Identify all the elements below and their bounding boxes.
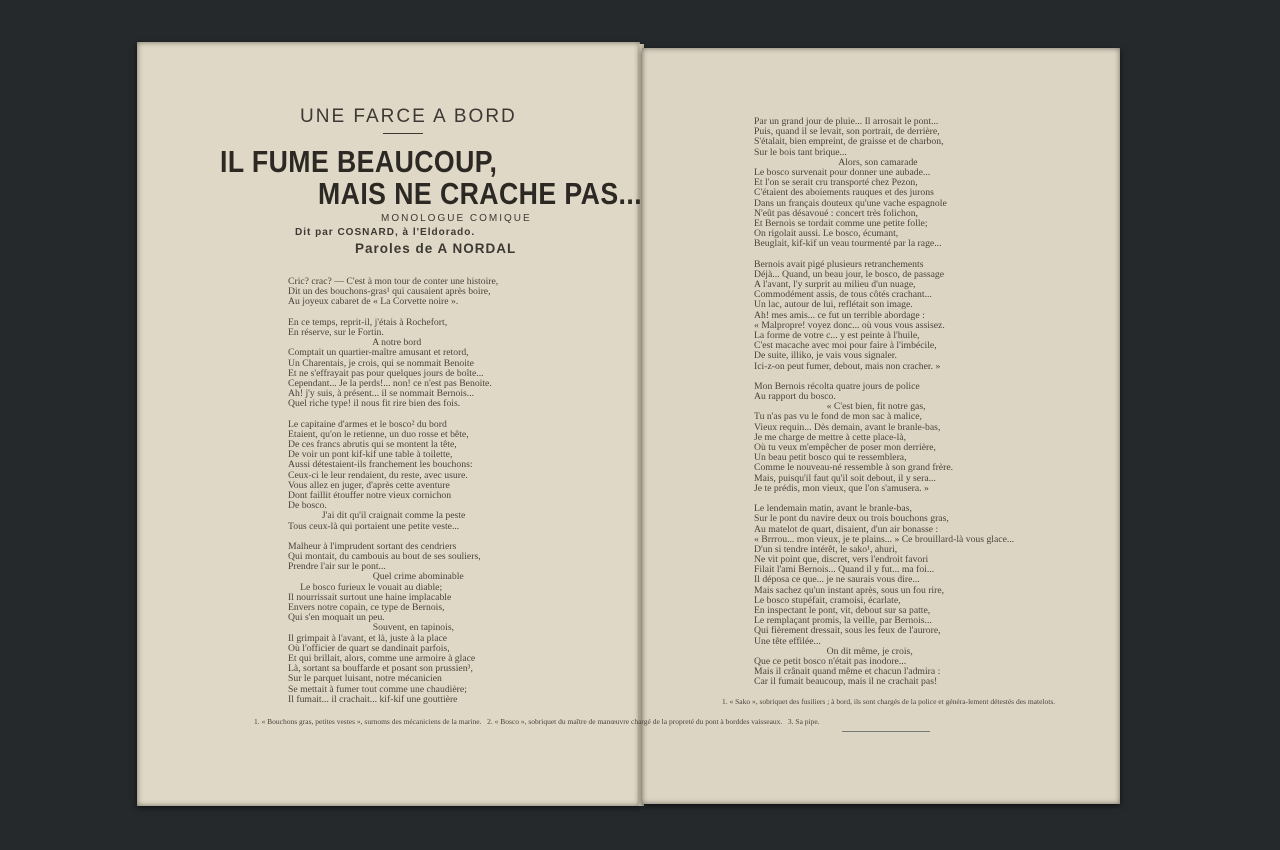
- verse-line: La forme de votre c... y est peinte à l'huile,: [754, 329, 920, 341]
- verse-line: Et ne s'effrayait pas pour quelques jours de boîte...: [288, 367, 484, 379]
- verse-line: Et qui brillait, alors, comme une armoire à glace: [288, 652, 476, 664]
- verse-line: « Malpropre! voyez donc... où vous vous assisez.: [754, 319, 945, 331]
- footnote-line: 2. « Bosco », sobriquet du maître de manœuvre chargé de la propreté du pont à bord: [481, 717, 740, 726]
- verse-line: Le bosco stupéfait, cramoisi, écarlate,: [754, 594, 901, 606]
- title-line-2: MAIS NE CRACHE PAS...: [318, 176, 643, 211]
- verse-line: S'étalait, bien empreint, de graisse et de charbon,: [754, 136, 944, 148]
- verse-line: Il grimpait à l'avant, et là, juste à la place: [288, 632, 448, 644]
- verse-line: Envers notre copain, ce type de Bernois,: [288, 602, 445, 613]
- verse-line: Ah! j'y suis, à présent... il se nommait Bernois...: [288, 388, 475, 400]
- verse-line: De suite, illiko, je vais vous signaler.: [754, 350, 897, 362]
- kicker-rule: [383, 133, 423, 134]
- verse-line: Le bosco survenait pour donner une aubade...: [754, 166, 931, 178]
- verse-line: Il déposa ce que... je ne saurais vous dire...: [754, 574, 920, 586]
- footnote-line: des vaisseaux.: [739, 717, 783, 726]
- verse-line: De voir un pont kif-kif une table à toilette,: [288, 449, 453, 461]
- verse-line: N'eût pas désavoué : concert très folichon,: [754, 207, 918, 219]
- verse-line: Puis, quand il se levait, son portrait, de derrière,: [754, 126, 940, 138]
- verse-line: Comme le nouveau-né ressemble à son grand frère.: [754, 462, 954, 474]
- subtitle: MONOLOGUE COMIQUE: [381, 213, 532, 224]
- verse-line: Malheur à l'imprudent sortant des cendriers: [288, 540, 457, 552]
- verse-line: Cric? crac? — C'est à mon tour de conter une histoire,: [288, 276, 499, 287]
- verse-line: De ces francs abrutis qui se montent la tête,: [288, 439, 457, 450]
- verse-line: Il nourrissait surtout une haine implacable: [288, 591, 452, 603]
- verse-line: Le lendemain matin, avant le branle-bas,: [754, 503, 912, 515]
- verse-line: Prendre l'air sur le pont...: [288, 561, 386, 573]
- verse-line: Comptait un quartier-maître amusant et retord,: [288, 347, 469, 359]
- verse-line: Etaient, qu'on le retienne, un duo rosse et bête,: [288, 428, 469, 440]
- verse-line: Où l'officier de quart se dandinait parfois,: [288, 642, 450, 654]
- verse-line: Où tu veux m'empêcher de poser mon derrière,: [754, 442, 936, 453]
- verse-line: Que ce petit bosco n'était pas inodore...: [754, 655, 907, 667]
- right-verse-column: [754, 117, 1014, 688]
- verse-line: Vous allez en juger, d'après cette aventure: [288, 479, 450, 491]
- verse-line: Au joyeux cabaret de « La Corvette noire ».: [288, 296, 459, 308]
- verse-line: Quel riche type! il nous fit rire bien des fois.: [288, 398, 461, 410]
- verse-line: Au rapport du bosco.: [754, 391, 836, 403]
- verse-line: « Brrrou... mon vieux, je te plains... » Ce brouillard-là vous glace...: [754, 533, 1015, 545]
- verse-line: Car il fumait beaucoup, mais il ne crachait pas!: [754, 676, 938, 688]
- verse-line: Se mettait à fumer tout comme une chaudière;: [288, 683, 467, 695]
- verse-line: Cependant... Je la perds!... non! ce n'est pas Benoite.: [288, 377, 492, 389]
- verse-line: Et l'on se serait cru transporté chez Pezon,: [754, 177, 918, 189]
- verse-line: Sur le bois tant brique...: [754, 146, 847, 158]
- right-footnotes: [722, 698, 1055, 707]
- verse-line: Sur le parquet luisant, notre mécanicien: [288, 673, 442, 685]
- performer-credit: Dit par COSNARD, à l'Eldorado.: [295, 227, 476, 238]
- verse-line: Ne vit point que, discret, vers l'endroit favori: [754, 554, 929, 566]
- verse-line: Il fumait... il crachait... kif-kif une gouttière: [288, 693, 458, 705]
- verse-line: Un Charentais, je crois, qui se nommait Benoite: [288, 357, 474, 369]
- verse-line: Mais il crânait quand même et chacun l'admira :: [754, 666, 941, 678]
- verse-line: Là, sortant sa bouffarde et posant son prussien³,: [288, 663, 473, 675]
- verse-line: Alors, son camarade: [754, 156, 918, 168]
- verse-line: Mais, puisqu'il faut qu'il soit debout, il y sera...: [754, 472, 936, 484]
- verse-line: Un lac, autour de lui, reflétait son image.: [754, 299, 913, 311]
- verse-line: Et Bernois se tordait comme une petite folle;: [754, 217, 928, 229]
- footnote-line: lement détestés des matelots.: [968, 697, 1056, 706]
- verse-line: Le remplaçant promis, la veille, par Bernois...: [754, 615, 932, 627]
- left-verse-column: [288, 277, 498, 705]
- verse-line: Vieux requin... Dès demain, avant le branle-bas,: [754, 421, 941, 433]
- verse-line: Déjà... Quand, un beau jour, le bosco, de passage: [754, 268, 945, 280]
- verse-line: Beuglait, kif-kif un veau tourmenté par la rage...: [754, 238, 942, 250]
- verse-line: Sur le pont du navire deux ou trois bouchons gras,: [754, 513, 949, 525]
- verse-line: Le capitaine d'armes et le bosco² du bord: [288, 418, 447, 430]
- verse-line: Aussi détestaient-ils franchement les bouchons:: [288, 459, 473, 471]
- verse-line: D'un si tendre intérêt, le sako¹, ahuri,: [754, 543, 898, 555]
- verse-line: J'ai dit qu'il craignait comme la peste: [288, 510, 466, 522]
- verse-line: De bosco.: [288, 500, 327, 512]
- verse-line: Ah! mes amis... ce fut un terrible abordage :: [754, 309, 925, 321]
- verse-line: Souvent, en tapinois,: [288, 622, 455, 634]
- end-rule: [842, 731, 930, 732]
- verse-line: Qui s'en moquait un peu.: [288, 612, 385, 624]
- left-footnotes: [254, 718, 820, 727]
- footnote-line: 1. « Bouchons gras, petites vestes », surnoms des mécaniciens de la marine.: [254, 717, 482, 726]
- verse-line: Qui fièrement dressait, sous les feux de l'aurore,: [754, 625, 941, 637]
- verse-line: C'étaient des aboiements rauques et des jurons: [754, 187, 934, 199]
- verse-line: Dit un des bouchons-gras¹ qui causaient après boire,: [288, 286, 491, 298]
- verse-line: Par un grand jour de pluie... Il arrosait le pont...: [754, 116, 939, 127]
- verse-line: Ceux-ci le leur rendaient, du reste, avec usure.: [288, 469, 468, 481]
- verse-line: Filait l'ami Bernois... Quand il y fut... ma foi...: [754, 564, 935, 576]
- verse-line: Je me charge de mettre à cette place-là,: [754, 431, 907, 443]
- verse-line: On rigolait aussi. Le bosco, écumant,: [754, 228, 899, 240]
- verse-line: Qui montait, du cambouis au bout de ses souliers,: [288, 551, 481, 563]
- verse-line: Ici-z-on peut fumer, debout, mais non cracher. »: [754, 360, 941, 372]
- verse-line: Tous ceux-là qui portaient une petite veste...: [288, 520, 460, 532]
- verse-line: A l'avant, l'y surprit au milieu d'un nuage,: [754, 279, 916, 290]
- verse-line: Mon Bernois récolta quatre jours de police: [754, 380, 920, 392]
- title-line-1: IL FUME BEAUCOUP,: [220, 144, 498, 179]
- verse-line: Je te prédis, mon vieux, que l'on s'amusera. »: [754, 482, 929, 494]
- verse-line: Tu n'as pas vu le fond de mon sac à malice,: [754, 411, 922, 423]
- kicker-heading: UNE FARCE A BORD: [300, 106, 517, 127]
- verse-line: C'est macache avec moi pour faire à l'imbécile,: [754, 340, 937, 352]
- verse-line: Dont faillit étouffer notre vieux cornichon: [288, 489, 452, 501]
- verse-line: Mais sachez qu'un instant après, sous un fou rire,: [754, 584, 945, 596]
- verse-line: En inspectant le pont, vit, debout sur sa patte,: [754, 605, 931, 616]
- verse-line: A notre bord: [288, 337, 422, 349]
- verse-line: Bernois avait pigé plusieurs retranchements: [754, 258, 924, 270]
- verse-line: Une tête effilée...: [754, 635, 821, 647]
- verse-line: En ce temps, reprit-il, j'étais à Rochefort,: [288, 316, 448, 328]
- verse-line: « C'est bien, fit notre gas,: [754, 401, 926, 413]
- verse-line: Au matelot de quart, disaient, d'un air bonasse :: [754, 523, 939, 535]
- verse-line: Quel crime abominable: [288, 571, 464, 583]
- verse-line: On dit même, je crois,: [754, 645, 913, 657]
- lyrics-credit: Paroles de A NORDAL: [355, 241, 517, 256]
- footnote-line: 1. « Sako », sobriquet des fusiliers ; à bord, ils sont chargés de la police et généra-: [722, 697, 969, 706]
- verse-line: Commodément assis, de tous côtés crachant...: [754, 289, 932, 301]
- verse-line: Dans un français douteux qu'une vache espagnole: [754, 197, 947, 209]
- verse-line: Le bosco furieux le vouait au diable;: [288, 581, 443, 593]
- verse-line: Un beau petit bosco qui te ressemblera,: [754, 452, 907, 464]
- footnote-line: 3. Sa pipe.: [782, 717, 820, 726]
- verse-line: En réserve, sur le Fortin.: [288, 326, 384, 338]
